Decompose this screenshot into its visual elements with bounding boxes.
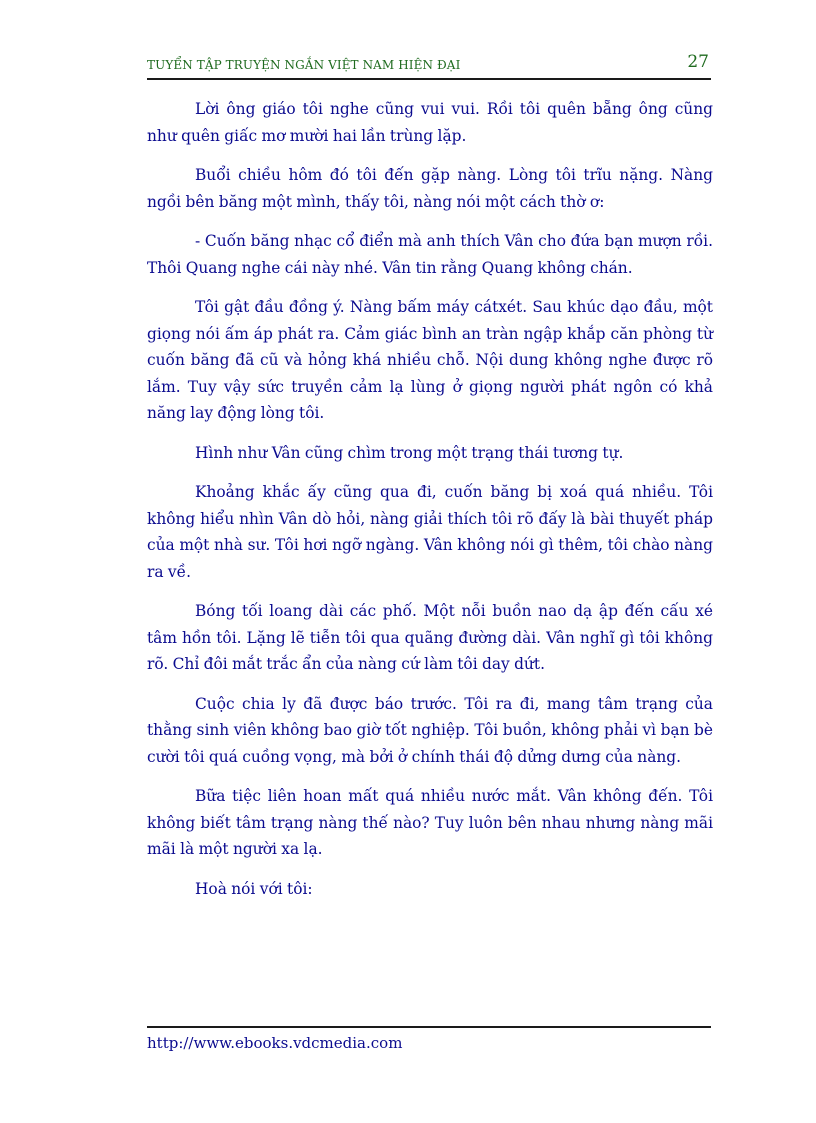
page-header <box>147 52 711 80</box>
paragraph: Lời ông giáo tôi nghe cũng vui vui. Rồi tôi quên bẵng ông cũng như quên giấc mơ mười hai lần trùng lặp. <box>147 100 713 145</box>
footer-url-link[interactable]: http://www.ebooks.vdcmedia.com <box>147 1034 403 1052</box>
page-number: 27 <box>687 52 709 72</box>
paragraph: - Cuốn băng nhạc cổ điển mà anh thích Vân cho đứa bạn mượn rồi. Thôi Quang nghe cái này nhé. Vân tin rằng Quang không chán. <box>147 232 713 277</box>
paragraph: Khoảng khắc ấy cũng qua đi, cuốn băng bị xoá quá nhiều. Tôi không hiểu nhìn Vân dò hỏi, nàng giải thích tôi rõ đấy là bài thuyết pháp của một nhà sư. Tôi hơi ngỡ ngàng. Vân không nói gì thêm, tôi chào nàng ra về. <box>147 483 713 581</box>
book-title: TUYỂN TẬP TRUYỆN NGẮN VIỆT NAM HIỆN ĐẠI <box>147 58 461 72</box>
paragraph: Hình như Vân cũng chìm trong một trạng thái tương tự. <box>195 443 624 462</box>
paragraph: Buổi chiều hôm đó tôi đến gặp nàng. Lòng tôi trĩu nặng. Nàng ngồi bên băng một mình, thấy tôi, nàng nói một cách thờ ơ: <box>147 166 713 211</box>
footer-divider <box>147 1026 711 1028</box>
paragraph: Bữa tiệc liên hoan mất quá nhiều nước mắt. Vân không đến. Tôi không biết tâm trạng nàng thế nào? Tuy luôn bên nhau nhưng nàng mãi mãi là một người xa lạ. <box>147 787 713 858</box>
paragraph: Tôi gật đầu đồng ý. Nàng bấm máy cátxét. Sau khúc dạo đầu, một giọng nói ấm áp phát ra. Cảm giác bình an tràn ngập khắp căn phòng từ cuốn băng đã cũ và hỏng khá nhiều chỗ. Nội dung không nghe được rõ lắm. Tuy vậy sức truyền cảm lạ lùng ở giọng người phát ngôn có khả năng lay động lòng tôi. <box>147 298 713 422</box>
story-body <box>147 96 713 915</box>
paragraph: Bóng tối loang dài các phố. Một nỗi buồn nao dạ ập đến cấu xé tâm hồn tôi. Lặng lẽ tiễn tôi qua quãng đường dài. Vân nghĩ gì tôi không rõ. Chỉ đôi mắt trắc ẩn của nàng cứ làm tôi day dứt. <box>147 602 713 673</box>
paragraph: Hoà nói với tôi: <box>195 879 313 898</box>
paragraph: Cuộc chia ly đã được báo trước. Tôi ra đi, mang tâm trạng của thằng sinh viên không bao giờ tốt nghiệp. Tôi buồn, không phải vì bạn bè cười tôi quá cuồng vọng, mà bởi ở chính thái độ dửng dưng của nàng. <box>147 694 713 766</box>
